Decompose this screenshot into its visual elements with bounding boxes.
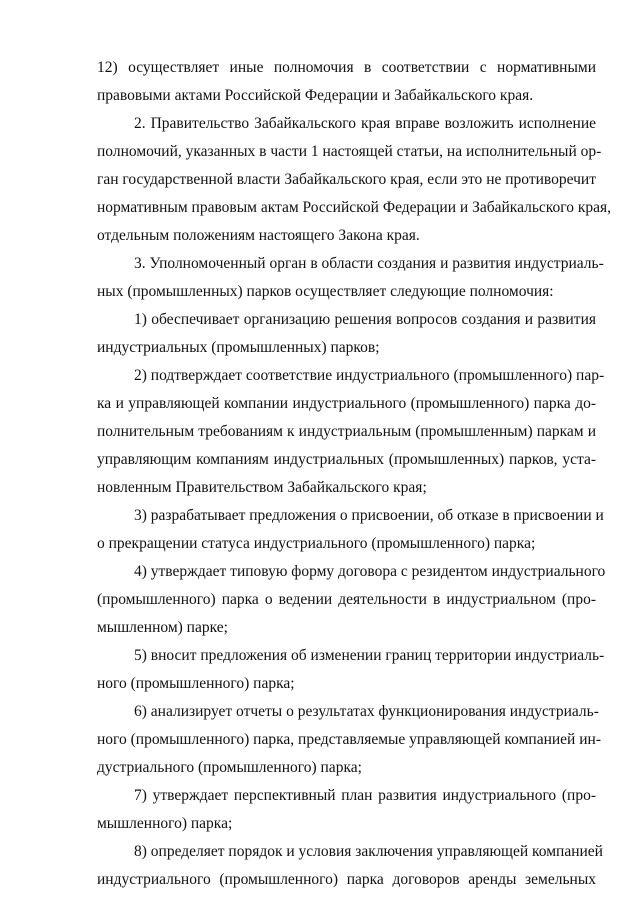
text-line: мышленного) парка;	[97, 815, 233, 832]
text-line: 7) утверждает перспективный план развития индустриального (про-	[134, 787, 596, 804]
text-line: правовыми актами Российской Федерации и Забайкальского края.	[97, 87, 534, 104]
text-line: 5) вносит предложения об изменении границ территории индустриаль-	[134, 647, 605, 664]
text-line: новленным Правительством Забайкальского края;	[97, 479, 427, 496]
text-line: 1) обеспечивает организацию решения вопросов создания и развития	[134, 311, 596, 328]
text-line: полнительным требованиям к индустриальным (промышленным) паркам и	[97, 423, 596, 440]
text-line: 3. Уполномоченный орган в области создания и развития индустриаль-	[134, 255, 604, 272]
text-line: нормативным правовым актам Российской Федерации и Забайкальского края,	[97, 199, 612, 216]
text-line: о прекращении статуса индустриального (промышленного) парка;	[97, 535, 536, 552]
text-line: индустриальных (промышленных) парков;	[97, 339, 380, 356]
text-line: индустриального (промышленного) парка договоров аренды земельных	[97, 871, 596, 888]
text-line: 6) анализирует отчеты о результатах функционирования индустриаль-	[134, 703, 599, 720]
text-line: 2. Правительство Забайкальского края вправе возложить исполнение	[134, 115, 596, 132]
text-line: ган государственной власти Забайкальского края, если это не противоречит	[97, 171, 596, 188]
text-line: ка и управляющей компании индустриального (промышленного) парка до-	[97, 395, 596, 412]
text-line: ного (промышленного) парка, представляемые управляющей компанией ин-	[97, 731, 601, 748]
text-line: управляющим компаниям индустриальных (промышленных) парков, уста-	[97, 451, 596, 468]
text-line: 8) определяет порядок и условия заключения управляющей компанией	[134, 843, 603, 860]
text-line: полномочий, указанных в части 1 настоящей статьи, на исполнительный ор-	[97, 143, 602, 160]
text-line: 4) утверждает типовую форму договора с резидентом индустриального	[134, 563, 606, 580]
text-line: ного (промышленного) парка;	[97, 675, 295, 692]
text-line: (промышленного) парка о ведении деятельности в индустриальном (про-	[97, 591, 596, 608]
text-line: дустриального (промышленного) парка;	[97, 759, 362, 776]
text-line: мышленном) парке;	[97, 619, 228, 636]
text-line: 12) осуществляет иные полномочия в соответствии с нормативными	[97, 59, 596, 76]
text-line: ных (промышленных) парков осуществляет следующие полномочия:	[97, 283, 554, 300]
text-line: отдельным положениям настоящего Закона края.	[97, 227, 420, 244]
text-line: 3) разрабатывает предложения о присвоении, об отказе в присвоении и	[134, 507, 604, 524]
text-line: 2) подтверждает соответствие индустриального (промышленного) пар-	[134, 367, 605, 384]
